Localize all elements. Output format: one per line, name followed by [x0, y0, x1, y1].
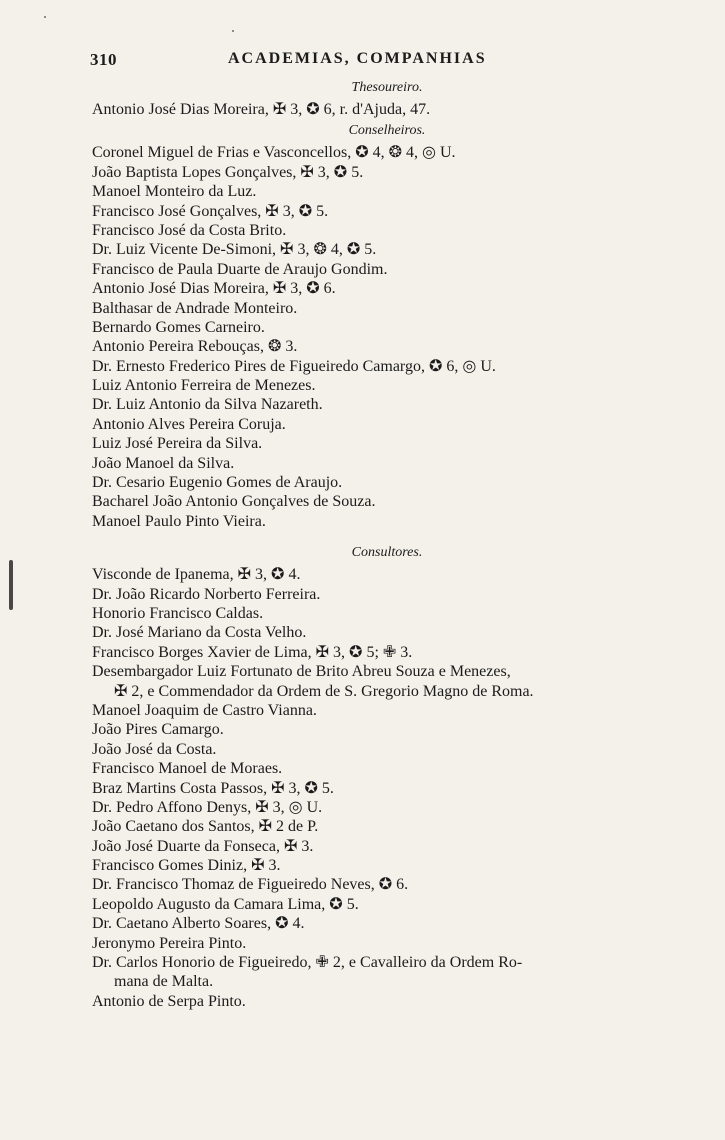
list-item: Francisco Gomes Diniz, ✠ 3.	[92, 857, 281, 875]
list-item: Jeronymo Pereira Pinto.	[92, 934, 247, 952]
list-item: João José da Costa.	[92, 740, 217, 758]
list-item: Luiz Antonio Ferreira de Menezes.	[92, 377, 316, 395]
list-item: João Manoel da Silva.	[92, 454, 235, 472]
list-item: Antonio de Serpa Pinto.	[92, 992, 246, 1010]
list-item: Honorio Francisco Caldas.	[92, 604, 264, 622]
list-item: Antonio José Dias Moreira, ✠ 3, ✪ 6.	[92, 280, 336, 298]
list-item: Bacharel João Antonio Gonçalves de Souza.	[92, 493, 376, 511]
page-number: 310	[90, 50, 117, 69]
list-item-continuation: ✠ 2, e Commendador da Ordem de S. Gregorio Magno de Roma.	[114, 682, 534, 700]
list-item: Bernardo Gomes Carneiro.	[92, 318, 265, 336]
list-item: Dr. Francisco Thomaz de Figueiredo Neves, ✪ 6.	[92, 876, 409, 894]
section-title-consultores: Consultores.	[351, 545, 423, 561]
list-item: Manoel Joaquim de Castro Vianna.	[92, 701, 317, 719]
section-title-conselheiros: Conselheiros.	[348, 123, 426, 139]
list-item: Francisco José da Costa Brito.	[92, 221, 287, 239]
list-item: João Pires Camargo.	[92, 721, 224, 739]
list-item: Antonio Pereira Rebouças, ❂ 3.	[92, 338, 298, 356]
ink-speck	[44, 16, 46, 18]
list-item: Dr. Pedro Affono Denys, ✠ 3, ◎ U.	[92, 798, 323, 816]
list-item: Antonio José Dias Moreira, ✠ 3, ✪ 6, r. d'Ajuda, 47.	[92, 101, 431, 118]
list-item: Dr. Luiz Antonio da Silva Nazareth.	[92, 396, 323, 414]
list-item: Manoel Monteiro da Luz.	[92, 183, 257, 201]
list-item: Coronel Miguel de Frias e Vasconcellos, ✪ 4, ❂ 4, ◎ U.	[92, 144, 456, 162]
list-item: Dr. João Ricardo Norberto Ferreira.	[92, 585, 321, 603]
list-item: Braz Martins Costa Passos, ✠ 3, ✪ 5.	[92, 779, 334, 797]
list-item: Francisco Manoel de Moraes.	[92, 760, 283, 778]
list-item: Dr. Cesario Eugenio Gomes de Araujo.	[92, 474, 343, 492]
list-item: Dr. Ernesto Frederico Pires de Figueiredo Camargo, ✪ 6, ◎ U.	[92, 357, 496, 375]
list-item: João Caetano dos Santos, ✠ 2 de P.	[92, 818, 319, 836]
list-item: Leopoldo Augusto da Camara Lima, ✪ 5.	[92, 895, 359, 913]
list-item: Francisco Borges Xavier de Lima, ✠ 3, ✪ 5; ✙ 3.	[92, 643, 413, 661]
list-item: João Baptista Lopes Gonçalves, ✠ 3, ✪ 5.	[92, 163, 364, 181]
margin-ink-mark	[9, 560, 13, 610]
list-item: Visconde de Ipanema, ✠ 3, ✪ 4.	[92, 566, 301, 584]
list-item: João José Duarte da Fonseca, ✠ 3.	[92, 837, 314, 855]
list-item: Dr. Caetano Alberto Soares, ✪ 4.	[92, 915, 305, 933]
list-item: Balthasar de Andrade Monteiro.	[92, 299, 298, 317]
list-item: Desembargador Luiz Fortunato de Brito Abreu Souza e Menezes,	[92, 663, 511, 681]
list-item: Dr. Luiz Vicente De-Simoni, ✠ 3, ❂ 4, ✪ 5.	[92, 241, 377, 259]
list-item: Antonio Alves Pereira Coruja.	[92, 415, 286, 433]
section-title-thesoureiro: Thesoureiro.	[351, 80, 423, 95]
page-header	[90, 50, 530, 72]
list-item: Luiz José Pereira da Silva.	[92, 435, 263, 453]
list-item: Dr. José Mariano da Costa Velho.	[92, 624, 307, 642]
list-item: Francisco José Gonçalves, ✠ 3, ✪ 5.	[92, 202, 329, 220]
main-text	[92, 76, 682, 1011]
list-item-continuation: mana de Malta.	[114, 973, 214, 991]
list-item: Dr. Carlos Honorio de Figueiredo, ✙ 2, e Cavalleiro da Ordem Ro-	[92, 954, 523, 972]
running-title: ACADEMIAS, COMPANHIAS	[228, 50, 487, 67]
list-item: Francisco de Paula Duarte de Araujo Gondim.	[92, 260, 388, 278]
ink-speck	[232, 30, 234, 32]
list-item: Manoel Paulo Pinto Vieira.	[92, 512, 266, 530]
